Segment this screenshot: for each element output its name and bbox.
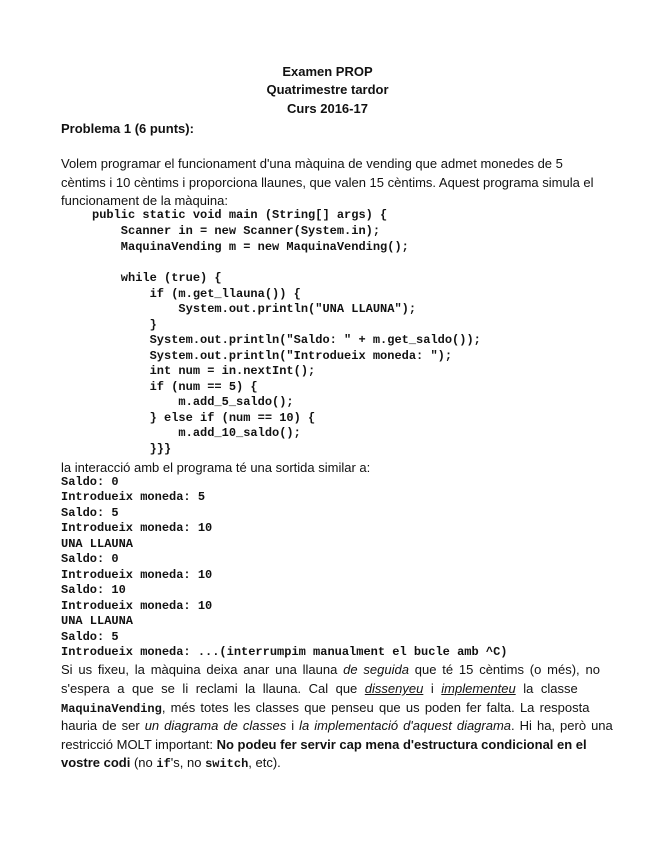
code-line: if (num == 5) {	[92, 380, 258, 394]
code-line: System.out.println("UNA LLAUNA");	[92, 302, 417, 316]
closing-line-3: MaquinaVending, més totes les classes que penseu que us poden fer falta. La resposta	[61, 700, 590, 716]
exam-term: Quatrimestre tardor	[266, 82, 389, 97]
output-line: Saldo: 5	[61, 630, 119, 644]
output-line: Introdueix moneda: 10	[61, 521, 213, 535]
exam-year: Curs 2016-17	[287, 101, 368, 116]
code-line: MaquinaVending m = new MaquinaVending();	[92, 240, 409, 254]
problem-heading: Problema 1 (6 punts):	[61, 121, 194, 136]
code-line: System.out.println("Saldo: " + m.get_saldo());	[92, 333, 481, 347]
code-line: int num = in.nextInt();	[92, 364, 316, 378]
code-line: m.add_5_saldo();	[92, 395, 294, 409]
code-line: public static void main (String[] args) {	[92, 208, 388, 222]
code-line: Scanner in = new Scanner(System.in);	[92, 224, 381, 238]
code-line: while (true) {	[92, 271, 222, 285]
code-line: }}}	[92, 442, 172, 456]
output-line: UNA LLAUNA	[61, 537, 134, 551]
intro-line: Volem programar el funcionament d'una màquina de vending que admet monedes de 5	[61, 156, 563, 171]
closing-line-1: Si us fixeu, la màquina deixa anar una llauna de seguida que té 15 cèntims (o més), no	[61, 662, 600, 677]
closing-line-5: restricció MOLT important: No podeu fer servir cap mena d'estructura condicional en el	[61, 737, 587, 752]
intro-line: cèntims i 10 cèntims i proporciona llaunes, que valen 15 cèntims. Aquest programa simula el	[61, 175, 594, 190]
closing-line-6: vostre codi (no if's, no switch, etc).	[61, 755, 281, 771]
code-line: } else if (num == 10) {	[92, 411, 316, 425]
output-line: Saldo: 0	[61, 475, 119, 489]
exam-title: Examen PROP	[282, 64, 373, 79]
interaction-intro: la interacció amb el programa té una sortida similar a:	[61, 460, 371, 475]
output-line: Introdueix moneda: 10	[61, 568, 213, 582]
output-line: Saldo: 0	[61, 552, 119, 566]
code-line: m.add_10_saldo();	[92, 426, 301, 440]
code-line: if (m.get_llauna()) {	[92, 287, 301, 301]
code-line: System.out.println("Introdueix moneda: ");	[92, 349, 453, 363]
intro-line: funcionament de la màquina:	[61, 193, 228, 208]
output-line: Introdueix moneda: 10	[61, 599, 213, 613]
output-line: Saldo: 10	[61, 583, 126, 597]
output-line: Introdueix moneda: 5	[61, 490, 206, 504]
output-line: UNA LLAUNA	[61, 614, 134, 628]
closing-line-2: s'espera a que se li reclami la llauna. Cal que dissenyeu i implementeu la classe	[61, 681, 578, 696]
output-line: Introdueix moneda: ...(interrumpim manualment el bucle amb ^C)	[61, 645, 508, 659]
code-line: }	[92, 318, 157, 332]
closing-line-4: hauria de ser un diagrama de classes i la implementació d'aquest diagrama. Hi ha, però una	[61, 718, 613, 733]
output-line: Saldo: 5	[61, 506, 119, 520]
